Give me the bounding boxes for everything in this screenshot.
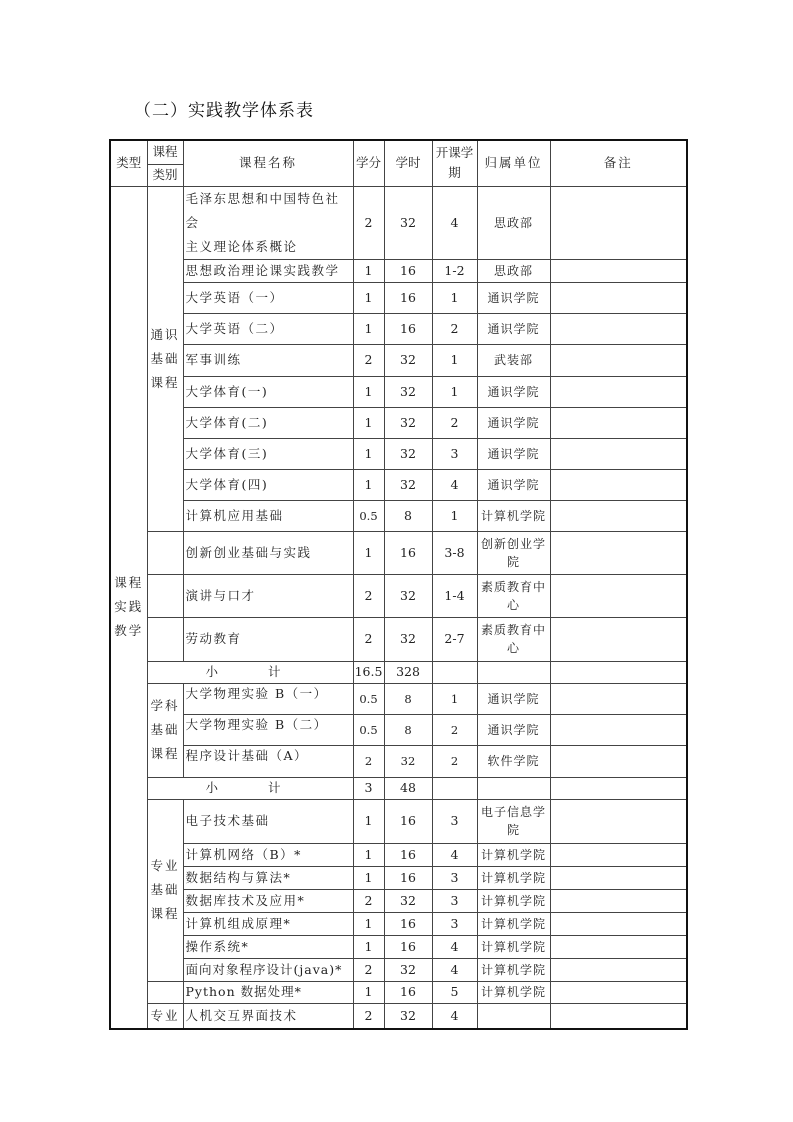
remark	[550, 912, 687, 935]
course-name: 思想政治理论课实践教学	[183, 259, 353, 282]
subtotal-row	[110, 661, 687, 683]
credits: 2	[353, 574, 384, 617]
hours: 32	[384, 617, 432, 661]
hours: 32	[384, 1003, 432, 1029]
credits: 1	[353, 912, 384, 935]
department: 通识学院	[477, 407, 550, 438]
department	[477, 617, 550, 661]
hours: 32	[384, 574, 432, 617]
remark	[550, 469, 687, 500]
semester: 1	[432, 500, 477, 531]
subtotal-credits: 16.5	[353, 661, 384, 683]
category-label-line: 课程	[150, 374, 180, 390]
subtotal-department	[477, 661, 550, 683]
table-row	[110, 469, 687, 500]
table-row	[110, 889, 687, 912]
department: 计算机学院	[477, 866, 550, 889]
header-course-name: 课程名称	[183, 140, 353, 186]
hours: 8	[384, 714, 432, 745]
course-name: 大学物理实验 B（二）	[183, 714, 353, 745]
course-name	[183, 186, 353, 259]
credits: 0.5	[353, 683, 384, 714]
category-label-line: 学科	[150, 698, 180, 713]
remark	[550, 617, 687, 661]
table-row	[110, 1003, 687, 1029]
department: 通识学院	[477, 282, 550, 313]
remark	[550, 282, 687, 313]
credits: 1	[353, 799, 384, 843]
header-department: 归属单位	[477, 140, 550, 186]
table-row	[110, 407, 687, 438]
semester: 5	[432, 981, 477, 1003]
table-row	[110, 186, 687, 259]
course-name: 数据库技术及应用*	[183, 889, 353, 912]
course-name: 军事训练	[183, 344, 353, 376]
semester: 3	[432, 866, 477, 889]
category-label-line: 基础	[150, 722, 180, 737]
category-major: 专业	[147, 1003, 183, 1029]
semester: 3-8	[432, 531, 477, 574]
subtotal-row	[110, 777, 687, 799]
course-name: 创新创业基础与实践	[183, 531, 353, 574]
subtotal-credits: 3	[353, 777, 384, 799]
hours: 16	[384, 531, 432, 574]
department-line: 心	[506, 597, 520, 612]
credits: 1	[353, 313, 384, 344]
semester: 1	[432, 282, 477, 313]
credits: 1	[353, 438, 384, 469]
table-row	[110, 912, 687, 935]
department: 通识学院	[477, 714, 550, 745]
department: 通识学院	[477, 438, 550, 469]
credits: 2	[353, 745, 384, 777]
category-label-line: 课程	[150, 906, 180, 921]
remark	[550, 259, 687, 282]
table-row	[110, 313, 687, 344]
course-name: 电子技术基础	[183, 799, 353, 843]
header-credits: 学分	[353, 140, 384, 186]
credits: 1	[353, 376, 384, 407]
course-name: 大学体育(一)	[183, 376, 353, 407]
course-name: 大学体育(二)	[183, 407, 353, 438]
course-name: 操作系统*	[183, 935, 353, 958]
semester: 4	[432, 186, 477, 259]
credits: 2	[353, 1003, 384, 1029]
table-row	[110, 259, 687, 282]
department	[477, 574, 550, 617]
course-name: 大学英语（一）	[183, 282, 353, 313]
table-row	[110, 683, 687, 714]
semester: 4	[432, 843, 477, 866]
remark	[550, 683, 687, 714]
semester: 2	[432, 407, 477, 438]
remark	[550, 889, 687, 912]
department-line: 电子信息学	[480, 805, 546, 819]
course-name-line: 主义理论体系概论	[185, 238, 298, 254]
table-row	[110, 866, 687, 889]
credits: 2	[353, 344, 384, 376]
header-hours: 学时	[384, 140, 432, 186]
semester: 4	[432, 935, 477, 958]
hours: 32	[384, 889, 432, 912]
hours: 32	[384, 376, 432, 407]
semester: 1	[432, 344, 477, 376]
semester: 2-7	[432, 617, 477, 661]
subtotal-semester	[432, 777, 477, 799]
category-general	[147, 186, 183, 531]
remark	[550, 745, 687, 777]
credits: 1	[353, 407, 384, 438]
semester: 4	[432, 1003, 477, 1029]
table-row	[110, 282, 687, 313]
department-line: 院	[506, 554, 520, 569]
department	[477, 1003, 550, 1029]
table-row	[110, 799, 687, 843]
department-line: 素质教育中	[480, 623, 546, 637]
category-label-line: 课程	[150, 746, 180, 761]
course-name: 数据结构与算法*	[183, 866, 353, 889]
hours: 16	[384, 912, 432, 935]
semester: 2	[432, 714, 477, 745]
department-line: 心	[506, 641, 520, 655]
department	[477, 531, 550, 574]
header-semester-line1: 开课学	[435, 145, 474, 161]
semester: 3	[432, 889, 477, 912]
hours: 16	[384, 981, 432, 1003]
department: 计算机学院	[477, 843, 550, 866]
department	[477, 799, 550, 843]
course-name: 演讲与口才	[183, 574, 353, 617]
course-name: 程序设计基础（A）	[183, 745, 353, 777]
remark	[550, 574, 687, 617]
table-row	[110, 344, 687, 376]
department: 思政部	[477, 259, 550, 282]
table-row	[110, 500, 687, 531]
credits: 2	[353, 617, 384, 661]
practice-teaching-table	[109, 139, 688, 1030]
table-row	[110, 981, 687, 1003]
subtotal-label: 小 计	[147, 777, 353, 799]
credits: 1	[353, 981, 384, 1003]
department: 计算机学院	[477, 500, 550, 531]
semester: 3	[432, 912, 477, 935]
semester: 1-2	[432, 259, 477, 282]
course-name-line: 毛泽东思想和中国特色社会	[185, 190, 340, 230]
department: 通识学院	[477, 469, 550, 500]
category-discipline	[147, 683, 183, 777]
header-semester	[432, 140, 477, 186]
remark	[550, 866, 687, 889]
header-category-line2: 类别	[147, 164, 183, 186]
subtotal-label: 小 计	[147, 661, 353, 683]
category-label-line: 基础	[150, 350, 180, 366]
subtotal-remark	[550, 777, 687, 799]
credits: 1	[353, 843, 384, 866]
hours: 32	[384, 344, 432, 376]
semester: 2	[432, 313, 477, 344]
remark	[550, 438, 687, 469]
course-name: Python 数据处理*	[183, 981, 353, 1003]
type-label-line: 教学	[114, 623, 144, 638]
table-row	[110, 745, 687, 777]
hours: 16	[384, 799, 432, 843]
semester: 3	[432, 799, 477, 843]
department: 通识学院	[477, 683, 550, 714]
credits: 1	[353, 866, 384, 889]
table-row	[110, 438, 687, 469]
credits: 1	[353, 935, 384, 958]
header-type: 类型	[110, 140, 147, 186]
hours: 32	[384, 745, 432, 777]
remark	[550, 981, 687, 1003]
credits: 2	[353, 889, 384, 912]
department: 武装部	[477, 344, 550, 376]
hours: 32	[384, 438, 432, 469]
hours: 16	[384, 866, 432, 889]
remark	[550, 799, 687, 843]
semester: 1-4	[432, 574, 477, 617]
course-name: 计算机网络（B）*	[183, 843, 353, 866]
department: 软件学院	[477, 745, 550, 777]
remark	[550, 344, 687, 376]
remark	[550, 376, 687, 407]
hours: 32	[384, 469, 432, 500]
department-line: 创新创业学	[480, 536, 546, 551]
department: 计算机学院	[477, 912, 550, 935]
subtotal-department	[477, 777, 550, 799]
department: 计算机学院	[477, 889, 550, 912]
subtotal-hours: 328	[384, 661, 432, 683]
table-row	[110, 531, 687, 574]
remark	[550, 313, 687, 344]
credits: 1	[353, 259, 384, 282]
department: 计算机学院	[477, 935, 550, 958]
hours: 16	[384, 935, 432, 958]
course-name: 计算机应用基础	[183, 500, 353, 531]
course-name: 计算机组成原理*	[183, 912, 353, 935]
department-line: 素质教育中	[480, 579, 546, 594]
table-row	[110, 574, 687, 617]
category-label-line: 通识	[150, 326, 180, 342]
hours: 32	[384, 186, 432, 259]
category-empty	[147, 574, 183, 617]
subtotal-remark	[550, 661, 687, 683]
semester: 1	[432, 683, 477, 714]
hours: 16	[384, 282, 432, 313]
type-label-line: 实践	[114, 599, 144, 614]
table-row	[110, 843, 687, 866]
category-empty	[147, 531, 183, 574]
department: 思政部	[477, 186, 550, 259]
semester: 1	[432, 376, 477, 407]
department: 计算机学院	[477, 981, 550, 1003]
table-row	[110, 376, 687, 407]
credits: 2	[353, 186, 384, 259]
hours: 8	[384, 683, 432, 714]
semester: 2	[432, 745, 477, 777]
credits: 0.5	[353, 500, 384, 531]
hours: 32	[384, 407, 432, 438]
department-line: 院	[506, 823, 520, 837]
remark	[550, 1003, 687, 1029]
page-title: （二）实践教学体系表	[134, 101, 314, 121]
remark	[550, 407, 687, 438]
course-name: 大学体育(四)	[183, 469, 353, 500]
subtotal-semester	[432, 661, 477, 683]
credits: 0.5	[353, 714, 384, 745]
table-row	[110, 714, 687, 745]
semester: 4	[432, 469, 477, 500]
course-name: 大学物理实验 B（一）	[183, 683, 353, 714]
semester: 3	[432, 438, 477, 469]
type-label-line: 课程	[114, 575, 144, 590]
credits: 2	[353, 958, 384, 981]
credits: 1	[353, 531, 384, 574]
category-empty	[147, 981, 183, 1003]
course-name: 大学体育(三)	[183, 438, 353, 469]
remark	[550, 500, 687, 531]
credits: 1	[353, 282, 384, 313]
header-semester-line2: 期	[448, 165, 461, 181]
remark	[550, 714, 687, 745]
hours: 16	[384, 259, 432, 282]
remark	[550, 843, 687, 866]
remark	[550, 186, 687, 259]
table-row	[110, 617, 687, 661]
hours: 32	[384, 958, 432, 981]
department: 通识学院	[477, 376, 550, 407]
type-cell	[110, 186, 147, 1029]
subtotal-hours: 48	[384, 777, 432, 799]
course-name: 大学英语（二）	[183, 313, 353, 344]
course-name: 劳动教育	[183, 617, 353, 661]
course-name: 人机交互界面技术	[183, 1003, 353, 1029]
credits: 1	[353, 469, 384, 500]
remark	[550, 958, 687, 981]
department: 通识学院	[477, 313, 550, 344]
table-row	[110, 958, 687, 981]
semester: 4	[432, 958, 477, 981]
remark	[550, 935, 687, 958]
hours: 16	[384, 313, 432, 344]
department: 计算机学院	[477, 958, 550, 981]
category-major-basic	[147, 799, 183, 981]
remark	[550, 531, 687, 574]
category-label-line: 专业	[150, 858, 180, 873]
header-remarks: 备注	[550, 140, 687, 186]
category-empty	[147, 617, 183, 661]
table-row	[110, 935, 687, 958]
hours: 16	[384, 843, 432, 866]
course-name: 面向对象程序设计(java)*	[183, 958, 353, 981]
header-row	[110, 140, 687, 164]
hours: 8	[384, 500, 432, 531]
header-category-line1: 课程	[147, 140, 183, 164]
category-label-line: 基础	[150, 882, 180, 897]
